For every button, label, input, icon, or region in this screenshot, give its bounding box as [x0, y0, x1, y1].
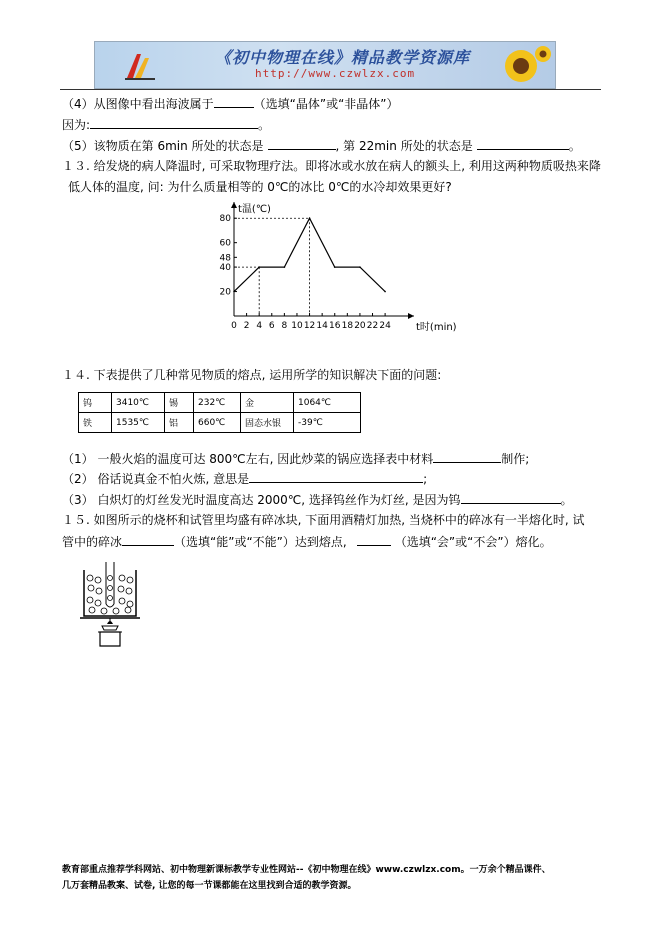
y-axis-label: t温(℃)	[238, 204, 271, 215]
x-axis-arrow	[408, 313, 414, 319]
table-cell: 1535℃	[112, 413, 165, 433]
q14-s2	[62, 470, 427, 487]
header-rule	[60, 89, 601, 90]
footer-line1: 教育部重点推荐学科网站、初中物理新课标教学专业性网站--《初中物理在线》www.czwlzx.com。一万余个精品课件、	[62, 865, 551, 875]
table-cell: 金	[241, 393, 294, 413]
temperature-time-chart	[210, 198, 470, 346]
table-cell: 锡	[165, 393, 194, 413]
x-tick-label: 10	[291, 321, 303, 331]
q14-s1-prompt: （1） 一般火焰的温度可达 800℃左右, 因此炒菜的锅应选择表中材料	[62, 452, 434, 466]
q15-blank-melt[interactable]	[357, 533, 391, 546]
table-cell: 铝	[165, 413, 194, 433]
melting-point-table	[78, 392, 361, 433]
x-tick-label: 14	[316, 321, 328, 331]
q14-s1-end: 制作;	[501, 452, 530, 466]
q14-s3-blank[interactable]	[461, 491, 561, 504]
q14-s3-prompt: （3） 白炽灯的灯丝发光时温度高达 2000℃, 选择钨丝作为灯丝, 是因为钨	[62, 493, 461, 507]
data-point	[284, 266, 286, 268]
y-tick-label: 20	[219, 287, 231, 298]
table-cell: -39℃	[294, 413, 361, 433]
x-tick-label: 0	[231, 321, 237, 331]
q14-s1	[62, 450, 529, 467]
site-logo-icon	[123, 50, 157, 82]
x-tick-label: 12	[303, 321, 316, 331]
q13-line2: 低人体的温度, 问: 为什么质量相等的 0℃的冰比 0℃的水冷却效果更好?	[68, 180, 452, 194]
banner-url[interactable]: http://www.czwlzx.com	[255, 67, 416, 80]
q4-answer-blank[interactable]	[214, 95, 254, 108]
data-point	[309, 217, 311, 219]
q15-line2	[62, 533, 552, 550]
sunflower-icon	[491, 44, 551, 88]
data-point	[384, 291, 386, 293]
beaker-test-tube-figure	[80, 558, 140, 652]
q4-period: 。	[258, 118, 271, 132]
y-tick-label: 80	[219, 214, 231, 225]
q5-blank-6min[interactable]	[268, 137, 336, 150]
q14-s2-blank[interactable]	[249, 470, 423, 483]
table-cell: 232℃	[194, 393, 241, 413]
q13-line1: １３. 给发烧的病人降温时, 可采取物理疗法。即将冰或水放在病人的额头上, 利用这两种物质吸热来降	[62, 159, 601, 173]
q14-s2-end: ;	[423, 472, 428, 486]
x-tick-label: 8	[281, 321, 288, 331]
x-tick-label: 4	[256, 321, 263, 331]
table-row	[79, 393, 361, 413]
y-tick-label: 48	[219, 253, 231, 264]
x-tick-label: 22	[366, 321, 379, 331]
q14-intro: １４. 下表提供了几种常见物质的熔点, 运用所学的知识解决下面的问题:	[62, 368, 442, 382]
q15-prompt: 管中的碎冰	[62, 535, 123, 549]
q4-line2	[62, 116, 270, 133]
q5-blank-22min[interactable]	[477, 137, 569, 150]
q5-prompt: （5）该物质在第 6min 所处的状态是	[62, 139, 264, 153]
table-cell: 钨	[79, 393, 112, 413]
y-tick-label: 40	[219, 263, 231, 274]
data-point	[359, 266, 361, 268]
data-point	[258, 266, 260, 268]
q5-mid: , 第 22min 所处的状态是	[335, 139, 473, 153]
q14-s1-blank[interactable]	[433, 450, 501, 463]
x-axis-label: t时(min)	[416, 322, 457, 333]
q15-line1: １５. 如图所示的烧杯和试管里均盛有碎冰块, 下面用酒精灯加热, 当烧杯中的碎冰有一半熔化时, 试	[62, 513, 585, 527]
x-tick-label: 18	[341, 321, 354, 331]
table-cell: 铁	[79, 413, 112, 433]
q4-because-label: 因为:	[62, 118, 91, 132]
x-tick-label: 6	[268, 321, 275, 331]
q5-line	[62, 137, 581, 154]
q15-hint1: （选填“能”或“不能”）达到熔点,	[174, 535, 347, 549]
q14-s3-end: 。	[560, 493, 573, 507]
table-row	[79, 413, 361, 433]
table-cell: 1064℃	[294, 393, 361, 413]
x-tick-label: 24	[379, 321, 391, 331]
x-tick-label: 20	[354, 321, 366, 331]
q15-blank-reach[interactable]	[122, 533, 174, 546]
q4-prompt: （4）从图像中看出海波属于	[62, 97, 214, 111]
table-cell: 3410℃	[112, 393, 165, 413]
footer-line2: 几万套精品教案、试卷, 让您的每一节课都能在这里找到合适的教学资源。	[62, 881, 357, 891]
q4-line1	[62, 95, 399, 112]
header-banner	[94, 41, 556, 89]
q5-period: 。	[568, 139, 581, 153]
data-point	[233, 291, 235, 293]
q15-hint2: （选填“会”或“不会”）熔化。	[394, 535, 552, 549]
q14-s2-prompt: （2） 俗话说真金不怕火炼, 意思是	[62, 472, 250, 486]
table-cell: 660℃	[194, 413, 241, 433]
y-axis-arrow	[231, 202, 237, 208]
banner-title: 《初中物理在线》精品教学资源库	[215, 48, 471, 67]
q4-hint: （选填“晶体”或“非晶体”）	[253, 97, 399, 111]
q14-s3	[62, 491, 573, 508]
q4-reason-blank[interactable]	[90, 116, 258, 129]
table-cell: 固态水银	[241, 413, 294, 433]
data-point	[334, 266, 336, 268]
y-tick-label: 60	[219, 238, 231, 249]
x-tick-label: 16	[329, 321, 341, 331]
footer	[62, 862, 551, 894]
x-tick-label: 2	[243, 321, 250, 331]
